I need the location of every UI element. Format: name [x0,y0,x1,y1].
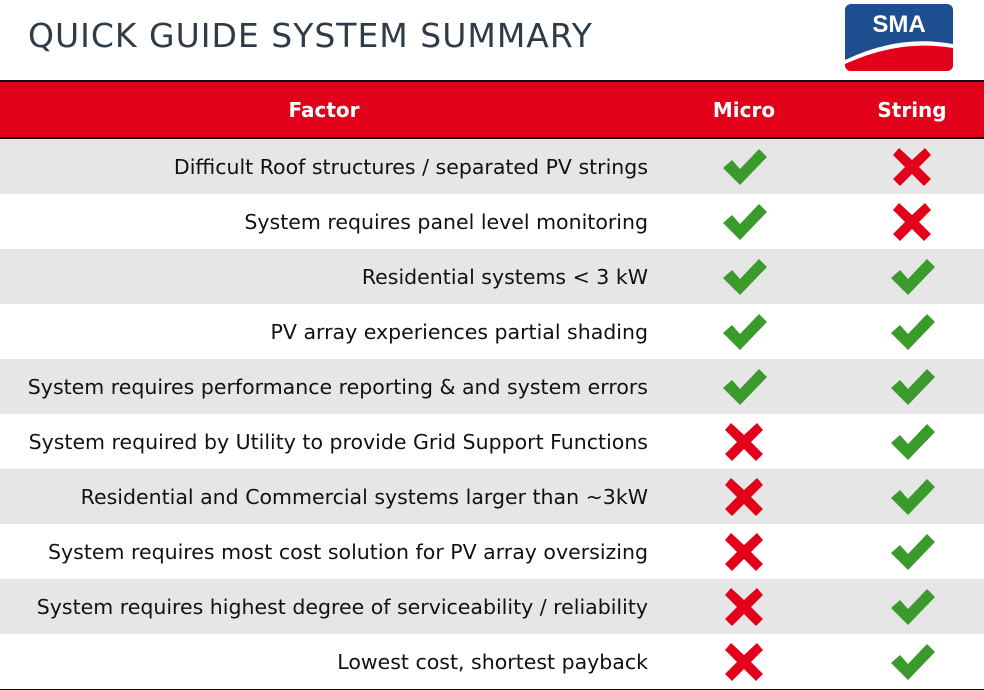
cross-icon [891,146,933,188]
string-cell [840,201,984,243]
table-row [0,524,984,579]
string-cell [840,586,984,628]
checkmark-icon [719,146,769,188]
table-row [0,579,984,634]
micro-cell [648,586,840,628]
micro-cell [648,311,840,353]
string-cell [840,311,984,353]
string-cell [840,421,984,463]
factor-label: PV array experiences partial shading [270,319,648,344]
string-cell [840,146,984,188]
micro-cell [648,476,840,518]
sma-logo [845,4,953,71]
table-row [0,634,984,689]
checkmark-icon [719,201,769,243]
factor-label: System requires most cost solution for PV array oversizing [48,539,648,564]
micro-cell [648,421,840,463]
string-cell [840,256,984,298]
string-cell [840,476,984,518]
micro-cell [648,641,840,683]
string-cell [840,641,984,683]
factor-label: Lowest cost, shortest payback [337,649,648,674]
cross-icon [723,531,765,573]
checkmark-icon [887,641,937,683]
sma-logo-text: SMA [872,11,926,38]
header-string: String [877,97,947,122]
summary-table [0,80,984,690]
checkmark-icon [887,256,937,298]
factor-label: System requires highest degree of serviceability / reliability [36,594,648,619]
cross-icon [723,421,765,463]
factor-label: System requires performance reporting & and system errors [27,374,648,399]
checkmark-icon [719,366,769,408]
checkmark-icon [887,476,937,518]
cross-icon [723,586,765,628]
checkmark-icon [887,421,937,463]
cross-icon [723,476,765,518]
factor-label: Residential systems < 3 kW [361,264,648,289]
micro-cell [648,146,840,188]
factor-label: System requires panel level monitoring [244,209,648,234]
table-row [0,359,984,414]
string-cell [840,366,984,408]
checkmark-icon [887,311,937,353]
table-row [0,249,984,304]
checkmark-icon [887,586,937,628]
checkmark-icon [887,531,937,573]
factor-label: System required by Utility to provide Grid Support Functions [28,429,648,454]
table-row [0,414,984,469]
cross-icon [891,201,933,243]
checkmark-icon [719,256,769,298]
checkmark-icon [719,311,769,353]
micro-cell [648,366,840,408]
micro-cell [648,201,840,243]
header-factor: Factor [288,97,360,122]
micro-cell [648,531,840,573]
table-row [0,304,984,359]
factor-label: Residential and Commercial systems larger than ~3kW [80,484,648,509]
string-cell [840,531,984,573]
table-header [0,82,984,139]
page-title: QUICK GUIDE SYSTEM SUMMARY [28,16,593,55]
checkmark-icon [887,366,937,408]
factor-label: Difficult Roof structures / separated PV strings [173,154,648,179]
table-row [0,139,984,194]
table-row [0,469,984,524]
cross-icon [723,641,765,683]
header-micro: Micro [712,97,776,122]
micro-cell [648,256,840,298]
table-body [0,139,984,689]
table-row [0,194,984,249]
